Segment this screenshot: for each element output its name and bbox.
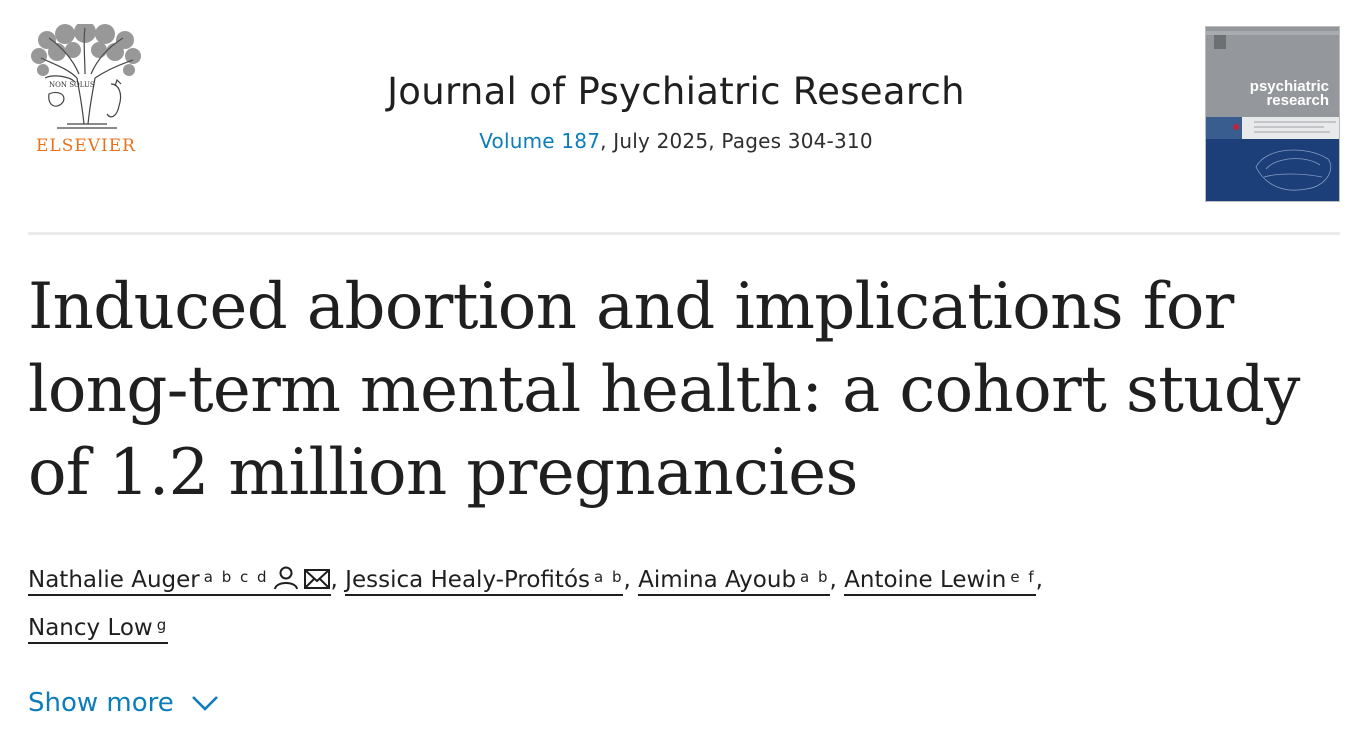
author-list bbox=[28, 556, 1338, 652]
author-link[interactable] bbox=[345, 567, 623, 596]
affiliation-marks: e f bbox=[1010, 568, 1036, 586]
tree-icon bbox=[27, 24, 145, 132]
cover-title-line2: research bbox=[1266, 92, 1329, 109]
affiliation-marks: a b bbox=[594, 568, 624, 586]
author-link[interactable] bbox=[638, 567, 829, 596]
cover-artwork bbox=[1206, 27, 1339, 201]
logo-motto: NON SOLUS bbox=[49, 81, 95, 89]
show-more-button[interactable] bbox=[28, 688, 220, 718]
chevron-down-icon bbox=[190, 694, 220, 712]
author-separator: , bbox=[829, 567, 837, 593]
journal-cover-image[interactable] bbox=[1205, 26, 1340, 202]
author-name: Antoine Lewin bbox=[844, 567, 1007, 593]
journal-header bbox=[200, 70, 1152, 153]
author-name: Jessica Healy-Profitós bbox=[345, 567, 590, 593]
article-title: Induced abortion and implications for long-term mental health: a cohort study of 1.2 million pregnancies bbox=[28, 270, 1300, 510]
show-more-label: Show more bbox=[28, 688, 174, 718]
journal-meta bbox=[200, 129, 1152, 153]
author-separator: , bbox=[1035, 567, 1043, 593]
email-icon bbox=[303, 568, 331, 590]
header-divider bbox=[28, 232, 1340, 235]
person-icon bbox=[273, 566, 299, 590]
author-link[interactable] bbox=[844, 567, 1035, 596]
author-separator: , bbox=[623, 567, 631, 593]
affiliation-marks: g bbox=[156, 616, 169, 634]
elsevier-logo[interactable] bbox=[27, 24, 145, 160]
author-link[interactable] bbox=[28, 567, 331, 596]
volume-link[interactable]: Volume 187 bbox=[479, 129, 601, 153]
author-name: Nathalie Auger bbox=[28, 567, 200, 593]
affiliation-marks: a b bbox=[800, 568, 830, 586]
cover-title-line1: psychiatric bbox=[1249, 78, 1329, 95]
author-separator: , bbox=[330, 567, 338, 593]
affiliation-marks: a b c d bbox=[203, 568, 269, 586]
author-name: Aimina Ayoub bbox=[638, 567, 797, 593]
issue-info: , July 2025, Pages 304-310 bbox=[600, 129, 873, 153]
author-link[interactable] bbox=[28, 615, 168, 644]
journal-title-link[interactable]: Journal of Psychiatric Research bbox=[387, 70, 965, 113]
author-name: Nancy Low bbox=[28, 615, 153, 641]
publisher-name: ELSEVIER bbox=[36, 136, 136, 156]
